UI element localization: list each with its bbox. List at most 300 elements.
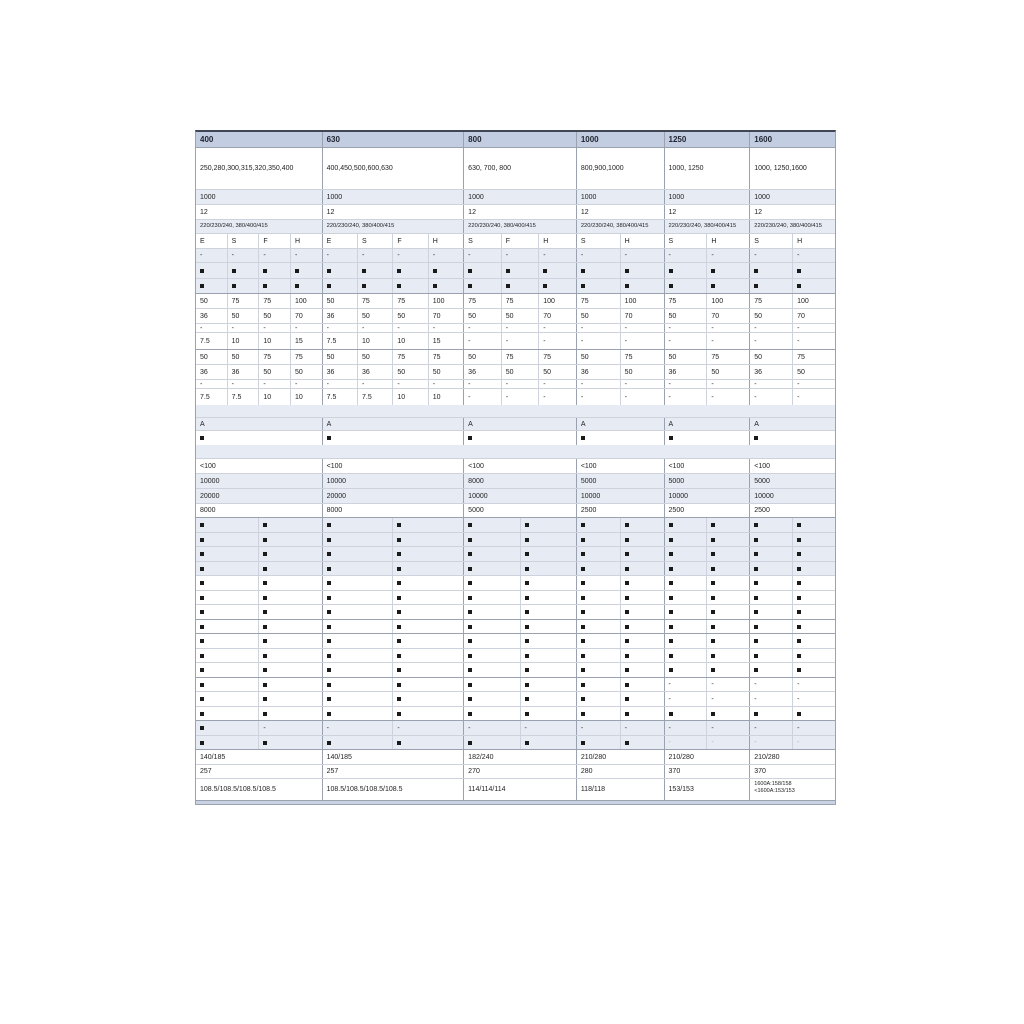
filled-square-mark <box>468 269 472 273</box>
filled-square-mark <box>397 712 401 716</box>
table-cell <box>792 263 835 278</box>
column-header-cell: 400 <box>200 134 214 144</box>
filled-square-mark <box>327 683 331 687</box>
table-cell: 10 <box>357 333 392 349</box>
table-header-row <box>196 132 835 147</box>
table-row <box>196 633 835 648</box>
column-group-1000 <box>577 431 665 445</box>
filled-square-mark <box>711 654 715 658</box>
table-cell: 108.5/108.5/108.5/108.5 <box>326 786 403 793</box>
table-cell <box>520 533 576 546</box>
table-cell <box>196 692 258 706</box>
filled-square-mark <box>797 567 801 571</box>
table-cell <box>196 634 258 648</box>
column-group-630 <box>323 663 465 677</box>
filled-square-mark <box>327 436 331 440</box>
table-cell: 114/114/114 <box>468 786 506 793</box>
filled-square-mark <box>468 596 472 600</box>
table-cell: - <box>580 324 584 332</box>
filled-square-mark <box>263 639 267 643</box>
table-cell: - <box>754 695 757 703</box>
column-group-1250 <box>665 389 751 405</box>
table-cell: 36 <box>200 368 208 376</box>
filled-square-mark <box>327 523 331 527</box>
table-cell: - <box>792 333 835 349</box>
filled-square-mark <box>200 683 204 687</box>
table-cell: 1000 <box>754 193 770 201</box>
table-cell: - <box>668 739 671 746</box>
column-group-400 <box>196 779 323 800</box>
table-cell: 50 <box>326 353 335 361</box>
table-cell <box>706 620 749 633</box>
column-group-630 <box>323 707 465 720</box>
column-group-400 <box>196 474 323 488</box>
table-cell: 15 <box>290 333 322 349</box>
table-cell: A <box>200 420 205 428</box>
table-cell <box>323 663 393 677</box>
filled-square-mark <box>397 567 401 571</box>
column-group-1000 <box>577 634 665 648</box>
table-cell: 280 <box>580 768 593 775</box>
table-cell <box>464 692 519 706</box>
table-row <box>196 262 835 278</box>
table-row <box>196 575 835 590</box>
column-group-400 <box>196 547 323 561</box>
filled-square-mark <box>669 567 673 571</box>
column-group-630 <box>323 324 465 332</box>
table-cell <box>620 707 664 720</box>
table-cell <box>792 663 835 677</box>
table-row <box>196 458 835 473</box>
column-group-1250 <box>665 263 751 278</box>
filled-square-mark <box>754 523 758 527</box>
table-cell: - <box>357 249 392 262</box>
column-group-400 <box>196 605 323 619</box>
filled-square-mark <box>327 284 331 288</box>
table-cell <box>323 263 357 278</box>
filled-square-mark <box>200 567 204 571</box>
column-group-400 <box>196 489 323 503</box>
table-cell: 5000 <box>468 507 484 514</box>
table-cell: 36 <box>580 368 589 376</box>
table-cell: 10 <box>258 333 290 349</box>
table-cell: 100 <box>620 294 664 308</box>
column-group-1000 <box>577 220 665 233</box>
filled-square-mark <box>754 552 758 556</box>
filled-square-mark <box>754 269 758 273</box>
column-group-1600 <box>750 504 835 517</box>
table-row <box>196 648 835 662</box>
filled-square-mark <box>669 712 673 716</box>
table-cell: 75 <box>392 294 427 308</box>
filled-square-mark <box>525 596 529 600</box>
column-group-630 <box>323 474 465 488</box>
column-group-800 <box>464 518 577 532</box>
filled-square-mark <box>327 654 331 658</box>
table-cell <box>577 533 620 546</box>
column-group-1600 <box>750 350 835 364</box>
table-cell: H <box>428 234 463 248</box>
column-group-1000 <box>577 309 665 323</box>
table-cell: 36 <box>227 365 259 379</box>
column-group-1600 <box>750 562 835 575</box>
table-cell: 8000 <box>326 507 343 514</box>
column-group-1000 <box>577 707 665 720</box>
column-group-800 <box>464 418 577 430</box>
table-row <box>196 332 835 349</box>
table-row <box>196 735 835 749</box>
table-cell: - <box>792 692 835 706</box>
table-cell: 70 <box>792 309 835 323</box>
table-cell <box>577 634 620 648</box>
table-cell <box>501 263 539 278</box>
filled-square-mark <box>263 610 267 614</box>
table-cell <box>706 605 749 619</box>
column-group-1600 <box>750 220 835 233</box>
column-group-800 <box>464 576 577 590</box>
table-cell: - <box>501 249 539 262</box>
table-row <box>196 619 835 633</box>
filled-square-mark <box>397 741 401 745</box>
filled-square-mark <box>581 639 585 643</box>
table-cell: - <box>392 324 427 332</box>
table-cell: 50 <box>392 365 427 379</box>
table-cell <box>792 620 835 633</box>
table-cell: 75 <box>392 350 427 364</box>
table-cell: 75 <box>428 350 463 364</box>
table-cell <box>464 591 519 604</box>
table-cell <box>665 707 707 720</box>
column-group-1600 <box>750 294 835 308</box>
table-cell: 220/230/240, 380/400/415 <box>200 222 268 229</box>
column-group-1000 <box>577 649 665 662</box>
table-cell <box>392 562 463 575</box>
table-cell <box>258 279 290 293</box>
table-cell: 250,280,300,315,320,350,400 <box>200 165 294 172</box>
column-group-400 <box>196 132 323 147</box>
column-group-800 <box>464 431 577 445</box>
table-cell: 100 <box>792 294 835 308</box>
filled-square-mark <box>669 552 673 556</box>
table-cell: 220/230/240, 380/400/415 <box>754 222 822 229</box>
table-cell: A <box>580 420 586 428</box>
column-group-1600 <box>750 474 835 488</box>
filled-square-mark <box>797 523 801 527</box>
filled-square-mark <box>327 697 331 701</box>
column-group-630 <box>323 279 465 293</box>
table-cell: <100 <box>580 462 597 470</box>
table-cell: 50 <box>580 312 589 320</box>
table-cell: 10000 <box>468 492 488 500</box>
column-group-400 <box>196 418 323 430</box>
column-group-630 <box>323 294 465 308</box>
filled-square-mark <box>525 683 529 687</box>
table-cell: 12 <box>754 208 763 216</box>
column-group-1000 <box>577 489 665 503</box>
table-cell <box>258 591 321 604</box>
filled-square-mark <box>669 625 673 629</box>
table-row <box>196 417 835 430</box>
table-cell: - <box>326 724 329 732</box>
filled-square-mark <box>543 269 547 273</box>
filled-square-mark <box>525 668 529 672</box>
column-group-630 <box>323 765 465 778</box>
column-header-cell: 1250 <box>668 134 687 144</box>
table-cell: - <box>668 380 671 388</box>
table-cell: - <box>290 324 322 332</box>
table-cell <box>520 692 576 706</box>
table-cell: 2500 <box>754 507 770 514</box>
filled-square-mark <box>711 552 715 556</box>
column-group-400 <box>196 750 323 764</box>
table-cell: - <box>580 724 584 732</box>
table-cell <box>196 263 227 278</box>
table-cell: A <box>754 420 759 428</box>
table-row <box>196 546 835 561</box>
table-cell <box>464 663 519 677</box>
column-group-1600 <box>750 205 835 219</box>
table-cell <box>392 678 463 691</box>
column-group-1250 <box>665 504 751 517</box>
column-group-800 <box>464 459 577 473</box>
table-cell <box>464 634 519 648</box>
table-cell <box>750 533 792 546</box>
table-cell <box>392 263 427 278</box>
table-cell <box>750 591 792 604</box>
column-group-1000 <box>577 605 665 619</box>
table-cell: 1000, 1250 <box>668 165 704 172</box>
table-cell: - <box>258 380 290 388</box>
filled-square-mark <box>669 284 673 288</box>
column-group-400 <box>196 634 323 648</box>
filled-square-mark <box>625 697 629 701</box>
table-cell <box>258 605 321 619</box>
table-cell: 75 <box>501 294 539 308</box>
filled-square-mark <box>581 581 585 585</box>
filled-square-mark <box>327 552 331 556</box>
table-cell: 8000 <box>468 477 484 485</box>
filled-square-mark <box>711 581 715 585</box>
table-cell <box>196 576 258 590</box>
column-group-400 <box>196 533 323 546</box>
filled-square-mark <box>711 284 715 288</box>
column-group-1600 <box>750 489 835 503</box>
column-group-800 <box>464 309 577 323</box>
table-cell <box>392 533 463 546</box>
column-group-630 <box>323 489 465 503</box>
filled-square-mark <box>625 668 629 672</box>
filled-square-mark <box>200 639 204 643</box>
table-cell <box>520 605 576 619</box>
table-cell <box>665 533 707 546</box>
table-cell <box>196 518 258 532</box>
table-cell: 108.5/108.5/108.5/108.5 <box>200 786 276 793</box>
table-cell: - <box>668 393 671 401</box>
table-cell <box>392 279 427 293</box>
table-cell: S <box>580 237 586 245</box>
table-cell <box>392 620 463 633</box>
table-cell: - <box>357 380 392 388</box>
column-group-1000 <box>577 474 665 488</box>
table-cell <box>620 663 664 677</box>
table-cell <box>706 279 749 293</box>
filled-square-mark <box>525 552 529 556</box>
table-cell: 12 <box>668 208 677 216</box>
table-cell <box>620 591 664 604</box>
table-cell <box>258 620 321 633</box>
table-cell: 50 <box>668 312 677 320</box>
filled-square-mark <box>581 284 585 288</box>
column-group-630 <box>323 692 465 706</box>
column-group-1250 <box>665 205 751 219</box>
table-cell <box>520 678 576 691</box>
column-group-1600 <box>750 678 835 691</box>
column-group-1600 <box>750 750 835 764</box>
column-group-800 <box>464 663 577 677</box>
table-cell <box>750 562 792 575</box>
table-cell: - <box>620 721 664 735</box>
filled-square-mark <box>397 269 401 273</box>
table-cell <box>196 649 258 662</box>
table-cell <box>196 591 258 604</box>
table-cell: 5000 <box>668 477 685 485</box>
column-group-630 <box>323 750 465 764</box>
filled-square-mark <box>581 610 585 614</box>
column-group-1000 <box>577 504 665 517</box>
table-cell: - <box>392 721 463 735</box>
filled-square-mark <box>525 581 529 585</box>
table-cell <box>665 562 707 575</box>
table-cell <box>706 263 749 278</box>
table-row <box>196 233 835 248</box>
filled-square-mark <box>525 567 529 571</box>
table-cell <box>196 707 258 720</box>
filled-square-mark <box>468 523 472 527</box>
table-row <box>196 278 835 293</box>
filled-square-mark <box>711 610 715 614</box>
table-cell: - <box>706 736 749 749</box>
table-cell <box>428 279 463 293</box>
table-cell: 75 <box>754 297 763 305</box>
filled-square-mark <box>200 552 204 556</box>
table-cell <box>577 547 620 561</box>
table-cell: - <box>501 324 539 332</box>
column-group-800 <box>464 562 577 575</box>
column-group-1600 <box>750 132 835 147</box>
table-cell <box>357 263 392 278</box>
table-cell <box>392 649 463 662</box>
table-cell: - <box>706 721 749 735</box>
table-cell: 257 <box>200 768 212 775</box>
table-cell: S <box>227 234 259 248</box>
column-group-800 <box>464 279 577 293</box>
table-cell <box>792 707 835 720</box>
column-group-800 <box>464 389 577 405</box>
column-group-1000 <box>577 765 665 778</box>
table-cell: - <box>754 337 757 345</box>
table-cell: - <box>258 324 290 332</box>
filled-square-mark <box>327 567 331 571</box>
table-row <box>196 778 835 800</box>
filled-square-mark <box>327 712 331 716</box>
filled-square-mark <box>581 668 585 672</box>
table-cell: 210/280 <box>754 753 780 761</box>
table-cell: 220/230/240, 380/400/415 <box>580 222 649 229</box>
filled-square-mark <box>397 538 401 542</box>
column-group-1250 <box>665 779 751 800</box>
table-cell: 36 <box>357 365 392 379</box>
column-group-1000 <box>577 418 665 430</box>
table-cell <box>577 279 620 293</box>
table-cell: - <box>501 333 539 349</box>
filled-square-mark <box>625 654 629 658</box>
column-group-1000 <box>577 736 665 749</box>
filled-square-mark <box>797 639 801 643</box>
table-cell <box>665 518 707 532</box>
filled-square-mark <box>525 712 529 716</box>
column-group-1250 <box>665 707 751 720</box>
table-cell <box>520 547 576 561</box>
column-group-630 <box>323 380 465 388</box>
column-group-630 <box>323 620 465 633</box>
table-cell: 50 <box>200 353 208 361</box>
table-cell: - <box>620 333 664 349</box>
filled-square-mark <box>468 654 472 658</box>
table-cell: - <box>501 389 539 405</box>
table-cell <box>258 678 321 691</box>
table-cell <box>323 591 393 604</box>
column-group-400 <box>196 380 323 388</box>
table-cell: 36 <box>326 312 335 320</box>
filled-square-mark <box>581 436 585 440</box>
table-cell: - <box>538 389 576 405</box>
column-group-630 <box>323 736 465 749</box>
table-cell: H <box>538 234 576 248</box>
table-cell <box>258 692 321 706</box>
table-cell <box>577 562 620 575</box>
table-row <box>196 503 835 517</box>
filled-square-mark <box>327 741 331 745</box>
table-cell <box>750 576 792 590</box>
table-cell: 10000 <box>668 492 688 500</box>
column-group-1600 <box>750 365 835 379</box>
table-cell <box>258 562 321 575</box>
table-cell <box>706 547 749 561</box>
filled-square-mark <box>327 625 331 629</box>
table-cell: 70 <box>620 309 664 323</box>
filled-square-mark <box>797 668 801 672</box>
table-cell: 270 <box>468 768 480 775</box>
table-cell: 153/153 <box>668 786 694 793</box>
table-cell: 220/230/240, 380/400/415 <box>668 222 737 229</box>
column-group-800 <box>464 533 577 546</box>
column-group-1250 <box>665 736 751 749</box>
column-group-800 <box>464 721 577 735</box>
column-group-1250 <box>665 547 751 561</box>
column-group-1250 <box>665 721 751 735</box>
table-cell <box>750 279 792 293</box>
column-group-1600 <box>750 533 835 546</box>
column-group-800 <box>464 605 577 619</box>
filled-square-mark <box>468 436 472 440</box>
filled-square-mark <box>625 683 629 687</box>
table-cell: - <box>428 324 463 332</box>
column-group-630 <box>323 721 465 735</box>
table-cell: F <box>258 234 290 248</box>
table-cell: 7.5 <box>200 337 210 345</box>
table-cell <box>520 620 576 633</box>
table-cell: 257 <box>326 768 339 775</box>
